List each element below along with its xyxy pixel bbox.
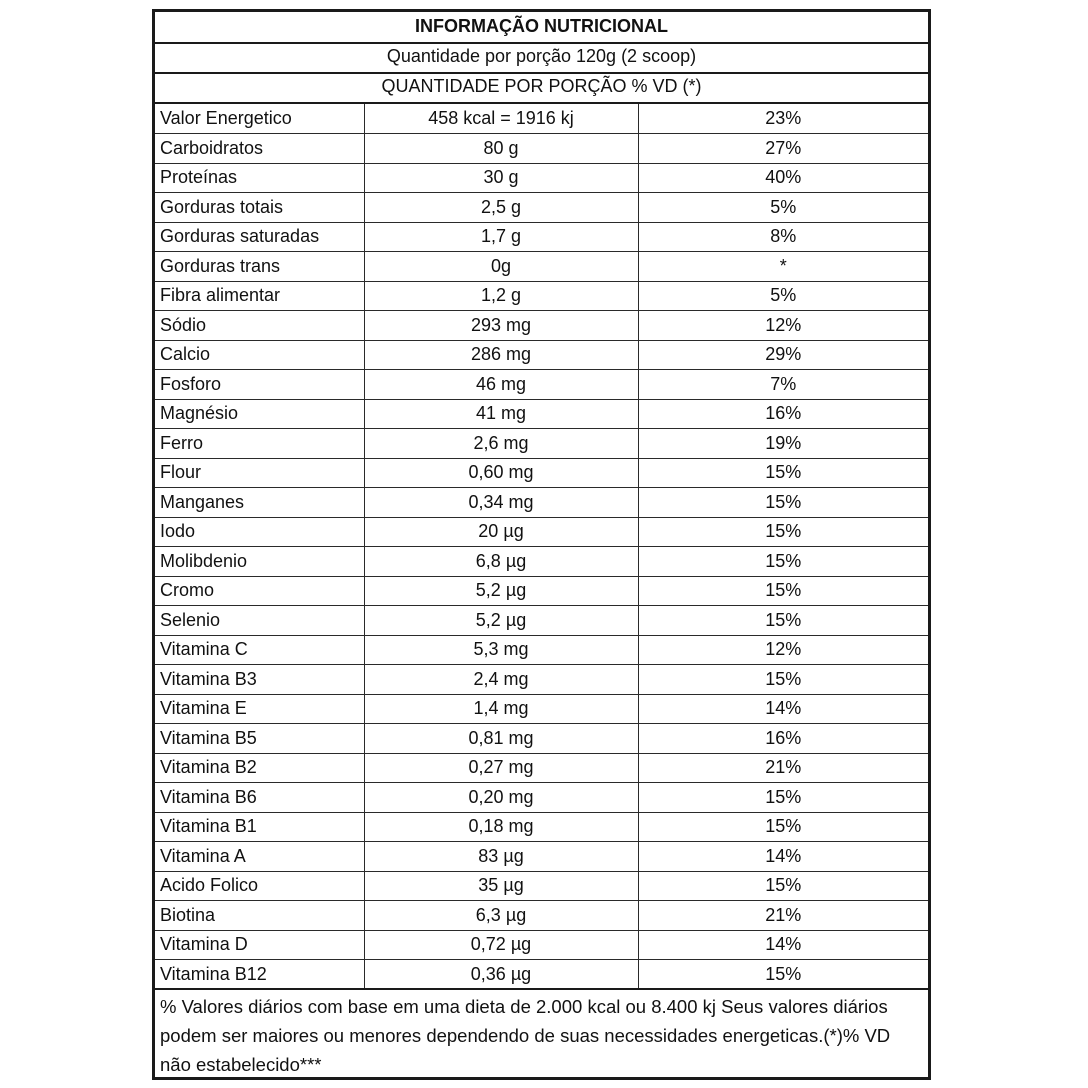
table-row: [155, 252, 928, 282]
nutrient-amount: 5,2 µg: [364, 576, 638, 606]
table-row: [155, 517, 928, 547]
nutrient-amount: 458 kcal = 1916 kj: [364, 104, 638, 134]
nutrient-daily-value: 15%: [638, 812, 928, 842]
table-row: [155, 842, 928, 872]
table-row: [155, 134, 928, 164]
nutrient-daily-value: 7%: [638, 370, 928, 400]
table-row: [155, 901, 928, 931]
nutrient-amount: 2,4 mg: [364, 665, 638, 695]
nutrient-daily-value: 14%: [638, 842, 928, 872]
footnote: % Valores diários com base em uma dieta de 2.000 kcal ou 8.400 kj Seus valores diários podem ser maiores ou menores dependendo de suas necessidades energeticas.(*)% VD não estabelecido***: [160, 996, 891, 1075]
table-row: [155, 960, 928, 990]
table-row: [155, 635, 928, 665]
nutrient-name: Vitamina B3: [155, 665, 364, 695]
nutrient-daily-value: 15%: [638, 960, 928, 990]
table-row: [155, 193, 928, 223]
nutrient-name: Fibra alimentar: [155, 281, 364, 311]
nutrient-amount: 0g: [364, 252, 638, 282]
nutrient-amount: 35 µg: [364, 871, 638, 901]
nutrient-daily-value: 12%: [638, 635, 928, 665]
nutrient-amount: 5,3 mg: [364, 635, 638, 665]
nutrient-name: Gorduras totais: [155, 193, 364, 223]
nutrient-daily-value: 19%: [638, 429, 928, 459]
nutrient-amount: 2,5 g: [364, 193, 638, 223]
column-header: QUANTIDADE POR PORÇÃO % VD (*): [155, 72, 928, 104]
nutrient-name: Calcio: [155, 340, 364, 370]
table-row: [155, 812, 928, 842]
nutrient-daily-value: 29%: [638, 340, 928, 370]
table-row: [155, 930, 928, 960]
nutrient-amount: 1,4 mg: [364, 694, 638, 724]
table-row: [155, 399, 928, 429]
table-row: [155, 458, 928, 488]
nutrient-name: Flour: [155, 458, 364, 488]
nutrient-amount: 0,60 mg: [364, 458, 638, 488]
nutrient-name: Acido Folico: [155, 871, 364, 901]
nutrient-daily-value: 14%: [638, 930, 928, 960]
nutrient-daily-value: 15%: [638, 458, 928, 488]
nutrient-name: Sódio: [155, 311, 364, 341]
nutrient-name: Vitamina B6: [155, 783, 364, 813]
nutrient-amount: 286 mg: [364, 340, 638, 370]
nutrient-daily-value: 15%: [638, 606, 928, 636]
nutrient-name: Selenio: [155, 606, 364, 636]
nutrient-daily-value: 21%: [638, 753, 928, 783]
nutrient-daily-value: 27%: [638, 134, 928, 164]
nutrient-name: Valor Energetico: [155, 104, 364, 134]
nutrient-amount: 2,6 mg: [364, 429, 638, 459]
table-row: [155, 370, 928, 400]
table-row: [155, 340, 928, 370]
table-row: [155, 606, 928, 636]
nutrient-daily-value: 16%: [638, 399, 928, 429]
nutrient-daily-value: 40%: [638, 163, 928, 193]
nutrient-amount: 83 µg: [364, 842, 638, 872]
nutrient-name: Gorduras saturadas: [155, 222, 364, 252]
nutrient-amount: 293 mg: [364, 311, 638, 341]
nutrient-name: Vitamina A: [155, 842, 364, 872]
table-row: [155, 429, 928, 459]
nutrient-name: Vitamina C: [155, 635, 364, 665]
nutrient-name: Biotina: [155, 901, 364, 931]
nutrient-name: Cromo: [155, 576, 364, 606]
nutrient-name: Iodo: [155, 517, 364, 547]
nutrient-daily-value: 23%: [638, 104, 928, 134]
nutrient-daily-value: 15%: [638, 871, 928, 901]
nutrient-daily-value: 5%: [638, 281, 928, 311]
nutrient-amount: 5,2 µg: [364, 606, 638, 636]
table-row: [155, 488, 928, 518]
nutrient-name: Magnésio: [155, 399, 364, 429]
nutrient-name: Vitamina B12: [155, 960, 364, 990]
nutrient-name: Molibdenio: [155, 547, 364, 577]
nutrient-amount: 30 g: [364, 163, 638, 193]
nutrient-amount: 6,3 µg: [364, 901, 638, 931]
nutrient-daily-value: 21%: [638, 901, 928, 931]
table-row: [155, 694, 928, 724]
table-row: [155, 871, 928, 901]
nutrient-daily-value: 15%: [638, 665, 928, 695]
nutrient-name: Manganes: [155, 488, 364, 518]
serving-size: Quantidade por porção 120g (2 scoop): [155, 42, 928, 74]
nutrient-name: Vitamina B1: [155, 812, 364, 842]
nutrient-amount: 0,72 µg: [364, 930, 638, 960]
nutrient-daily-value: 14%: [638, 694, 928, 724]
nutrient-amount: 46 mg: [364, 370, 638, 400]
nutrient-amount: 0,81 mg: [364, 724, 638, 754]
nutrient-amount: 0,20 mg: [364, 783, 638, 813]
nutrient-daily-value: *: [638, 252, 928, 282]
nutrient-name: Carboidratos: [155, 134, 364, 164]
nutrient-amount: 0,34 mg: [364, 488, 638, 518]
nutrient-amount: 6,8 µg: [364, 547, 638, 577]
table-row: [155, 547, 928, 577]
nutrition-table: [155, 104, 928, 990]
table-row: [155, 665, 928, 695]
table-row: [155, 724, 928, 754]
nutrition-table-body: [155, 104, 928, 989]
nutrient-name: Ferro: [155, 429, 364, 459]
table-title: INFORMAÇÃO NUTRICIONAL: [155, 12, 928, 44]
nutrient-amount: 20 µg: [364, 517, 638, 547]
nutrient-daily-value: 15%: [638, 783, 928, 813]
nutrient-daily-value: 16%: [638, 724, 928, 754]
nutrient-amount: 0,18 mg: [364, 812, 638, 842]
nutrient-name: Vitamina B2: [155, 753, 364, 783]
nutrient-amount: 0,27 mg: [364, 753, 638, 783]
table-row: [155, 311, 928, 341]
nutrient-amount: 41 mg: [364, 399, 638, 429]
table-row: [155, 222, 928, 252]
table-row: [155, 163, 928, 193]
nutrient-daily-value: 15%: [638, 547, 928, 577]
nutrient-name: Vitamina E: [155, 694, 364, 724]
nutrient-daily-value: 5%: [638, 193, 928, 223]
nutrient-daily-value: 15%: [638, 576, 928, 606]
table-row: [155, 753, 928, 783]
table-row: [155, 104, 928, 134]
nutrient-name: Vitamina B5: [155, 724, 364, 754]
table-row: [155, 783, 928, 813]
nutrient-amount: 1,2 g: [364, 281, 638, 311]
nutrient-amount: 1,7 g: [364, 222, 638, 252]
nutrient-daily-value: 15%: [638, 488, 928, 518]
nutrient-amount: 0,36 µg: [364, 960, 638, 990]
nutrient-daily-value: 15%: [638, 517, 928, 547]
table-row: [155, 281, 928, 311]
nutrient-name: Gorduras trans: [155, 252, 364, 282]
nutrition-facts-panel: [152, 9, 931, 1080]
table-row: [155, 576, 928, 606]
nutrient-name: Fosforo: [155, 370, 364, 400]
nutrient-name: Vitamina D: [155, 930, 364, 960]
nutrient-name: Proteínas: [155, 163, 364, 193]
nutrient-daily-value: 8%: [638, 222, 928, 252]
nutrient-daily-value: 12%: [638, 311, 928, 341]
nutrient-amount: 80 g: [364, 134, 638, 164]
